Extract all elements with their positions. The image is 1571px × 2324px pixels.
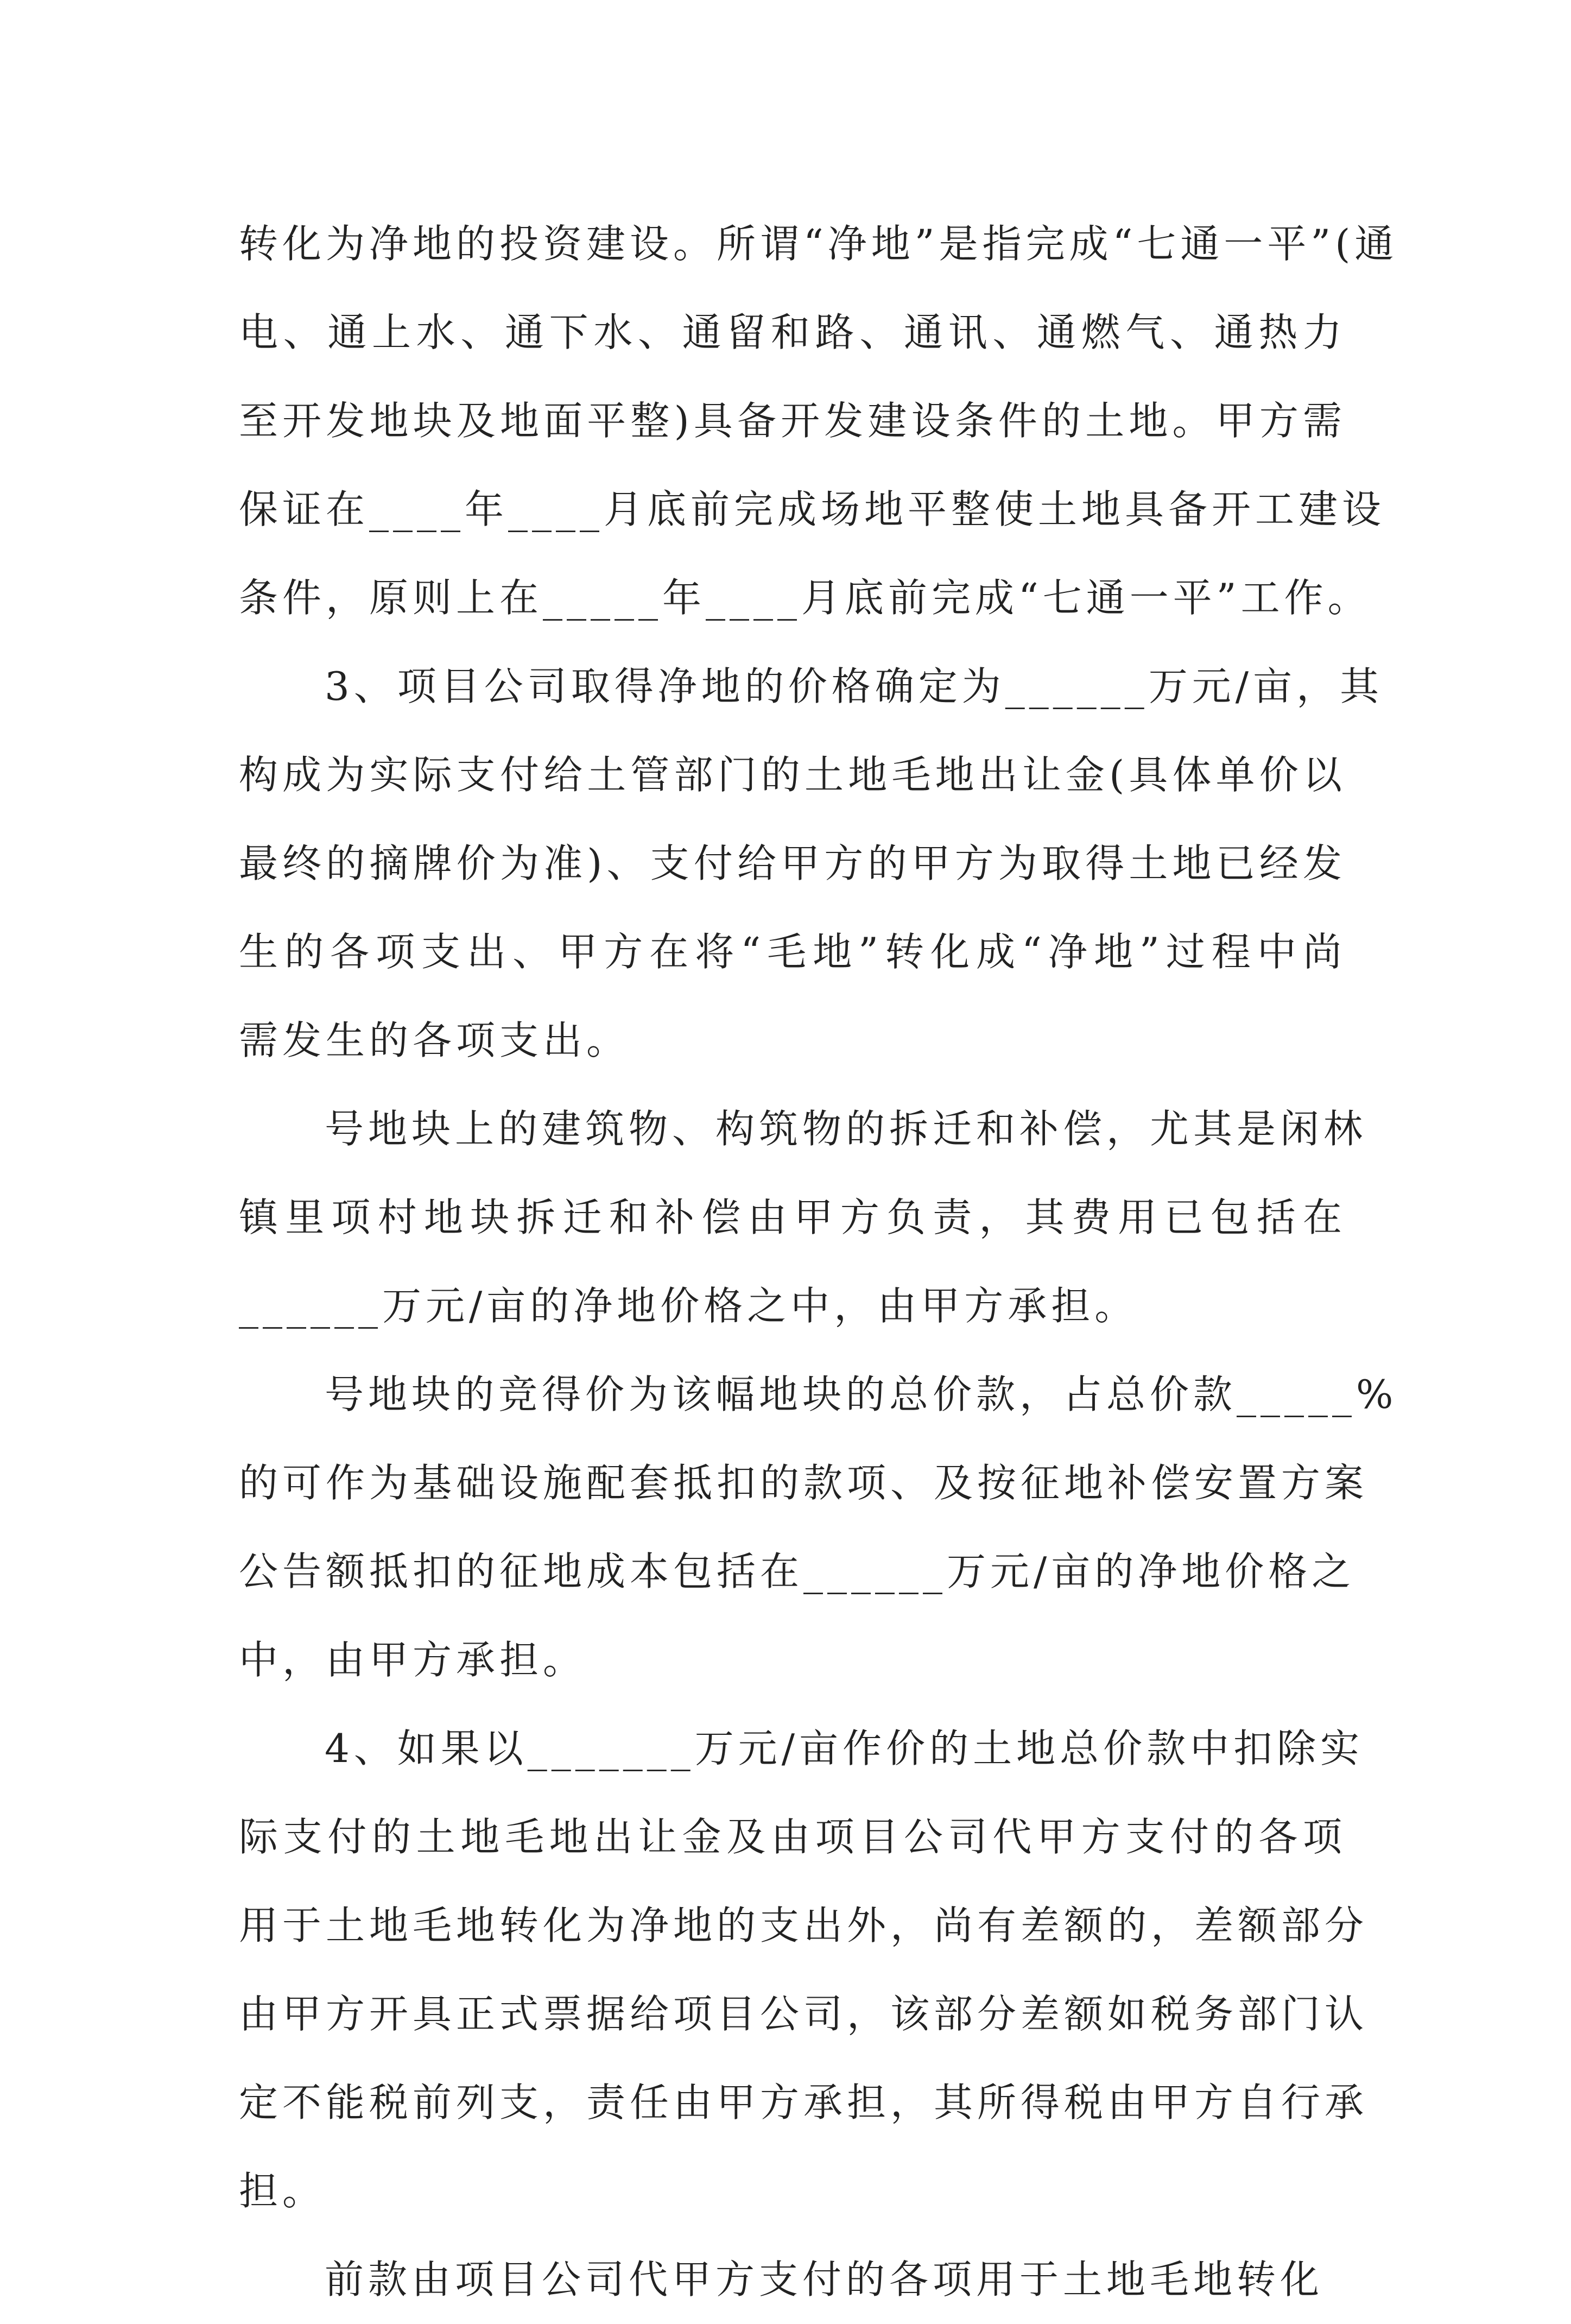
- text-line: 生的各项支出、甲方在将“毛地”转化成“净地”过程中尚: [239, 929, 1346, 975]
- text-line: 转化为净地的投资建设。所谓“净地”是指完成“七通一平”(通: [239, 221, 1398, 267]
- text-line: 号地块的竞得价为该幅地块的总价款，占总价款_____%: [325, 1372, 1398, 1417]
- text-line: 由甲方开具正式票据给项目公司，该部分差额如税务部门认: [239, 1991, 1369, 2037]
- text-line: 际支付的土地毛地出让金及由项目公司代甲方支付的各项: [239, 1814, 1346, 1860]
- text-line: 保证在____年____月底前完成场地平整使土地具备开工建设: [239, 487, 1386, 532]
- text-line: 最终的摘牌价为准)、支付给甲方的甲方为取得土地已经发: [239, 841, 1346, 886]
- text-line: 用于土地毛地转化为净地的支出外，尚有差额的，差额部分: [239, 1903, 1369, 1948]
- text-line: 号地块上的建筑物、构筑物的拆迁和补偿，尤其是闲林: [325, 1106, 1367, 1152]
- text-line: 电、通上水、通下水、通留和路、通讯、通燃气、通热力: [239, 310, 1346, 355]
- text-line: 需发生的各项支出。: [239, 1018, 630, 1063]
- document-body: [239, 200, 1398, 2324]
- text-line: 担。: [239, 2168, 326, 2214]
- text-line: 构成为实际支付给土管部门的土地毛地出让金(具体单价以: [239, 752, 1346, 798]
- paragraph-4: [239, 1350, 1398, 1704]
- text-line: 3、项目公司取得净地的价格确定为______万元/亩，其: [325, 664, 1384, 709]
- paragraph-3: [239, 1085, 1367, 1350]
- paragraph-6: [239, 2235, 1346, 2324]
- text-line: 前款由项目公司代甲方支付的各项用于土地毛地转化: [325, 2257, 1324, 2302]
- text-line: 镇里项村地块拆迁和补偿由甲方负责，其费用已包括在: [239, 1195, 1346, 1240]
- text-line: ______万元/亩的净地价格之中，由甲方承担。: [239, 1283, 1138, 1329]
- text-line: 公告额抵扣的征地成本包括在______万元/亩的净地价格之: [239, 1549, 1355, 1594]
- paragraph-2: [239, 642, 1384, 1085]
- text-line: 定不能税前列支，责任由甲方承担，其所得税由甲方自行承: [239, 2080, 1369, 2125]
- text-line: 中，由甲方承担。: [239, 1637, 587, 1683]
- text-line: 4、如果以_______万元/亩作价的土地总价款中扣除实: [325, 1726, 1364, 1771]
- text-line: 的可作为基础设施配套抵扣的款项、及按征地补偿安置方案: [239, 1460, 1369, 1506]
- text-line: 至开发地块及地面平整)具备开发建设条件的土地。甲方需: [239, 398, 1346, 444]
- paragraph-5: [239, 1704, 1369, 2235]
- text-line: 条件，原则上在_____年____月底前完成“七通一平”工作。: [239, 575, 1371, 621]
- paragraph-1: [239, 200, 1398, 642]
